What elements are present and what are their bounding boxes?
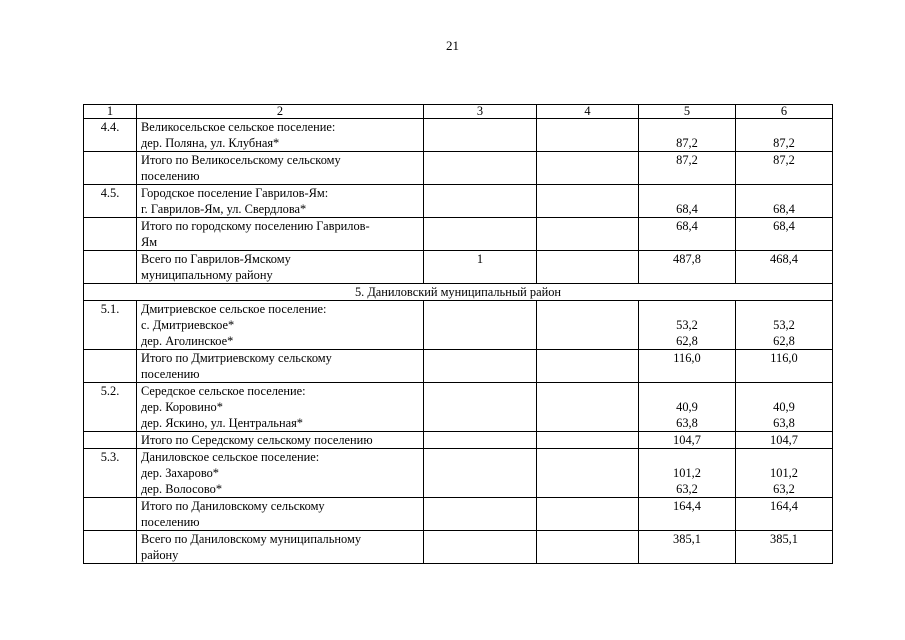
cell-col6: 164,4 [736, 498, 833, 531]
row-description [137, 498, 424, 531]
cell-col6: 87,2 [736, 152, 833, 185]
row-number: 5.1. [84, 301, 137, 350]
cell-col3: 1 [424, 251, 537, 284]
value-line: 63,2 [773, 482, 795, 496]
cell-col4 [537, 498, 639, 531]
description-line: поселению [141, 367, 200, 381]
row-number: 5.2. [84, 383, 137, 432]
value-line [643, 449, 731, 465]
cell-col6 [736, 383, 833, 432]
description-line: району [141, 548, 179, 562]
cell-col6: 116,0 [736, 350, 833, 383]
value-line [643, 119, 731, 135]
cell-col4 [537, 449, 639, 498]
table-row [84, 185, 833, 218]
value-line: 101,2 [673, 466, 701, 480]
description-line: Великосельское сельское поселение: [141, 120, 336, 134]
description-line: г. Гаврилов-Ям, ул. Свердлова* [141, 202, 307, 216]
value-line [740, 185, 828, 201]
description-line: Ям [141, 235, 158, 249]
row-number: 5.3. [84, 449, 137, 498]
cell-col6 [736, 301, 833, 350]
value-line [740, 301, 828, 317]
cell-col5 [639, 301, 736, 350]
table-header-row [84, 105, 833, 119]
cell-col3 [424, 152, 537, 185]
row-description [137, 251, 424, 284]
section-title: 5. Даниловский муниципальный район [84, 284, 833, 301]
row-number: 4.5. [84, 185, 137, 218]
row-description [137, 432, 424, 449]
cell-col6 [736, 119, 833, 152]
cell-col4 [537, 432, 639, 449]
value-line [740, 383, 828, 399]
total-row [84, 350, 833, 383]
cell-col4 [537, 185, 639, 218]
description-line: Итого по Даниловскому сельскому [141, 499, 325, 513]
description-line: Итого по Дмитриевскому сельскому [141, 351, 332, 365]
cell-col5: 487,8 [639, 251, 736, 284]
value-line: 68,4 [773, 202, 795, 216]
value-line: 87,2 [676, 136, 698, 150]
value-line: 53,2 [676, 318, 698, 332]
row-description [137, 301, 424, 350]
row-description [137, 383, 424, 432]
row-description [137, 185, 424, 218]
cell-col5 [639, 119, 736, 152]
value-line: 40,9 [676, 400, 698, 414]
description-line: дер. Яскино, ул. Центральная* [141, 416, 303, 430]
section-row [84, 284, 833, 301]
cell-col4 [537, 383, 639, 432]
table-row [84, 449, 833, 498]
cell-col4 [537, 152, 639, 185]
page-number: 21 [446, 38, 459, 53]
description-line: Середское сельское поселение: [141, 384, 306, 398]
value-line: 63,8 [773, 416, 795, 430]
description-line: Всего по Гаврилов-Ямскому [141, 252, 291, 266]
description-line: с. Дмитриевское* [141, 318, 235, 332]
row-number [84, 350, 137, 383]
value-line: 63,2 [676, 482, 698, 496]
column-header: 2 [137, 105, 424, 119]
cell-col6: 68,4 [736, 218, 833, 251]
row-number [84, 498, 137, 531]
cell-col6: 468,4 [736, 251, 833, 284]
cell-col4 [537, 119, 639, 152]
value-line [740, 119, 828, 135]
column-header: 3 [424, 105, 537, 119]
cell-col4 [537, 218, 639, 251]
value-line: 101,2 [770, 466, 798, 480]
column-header: 4 [537, 105, 639, 119]
description-line: Дмитриевское сельское поселение: [141, 302, 327, 316]
cell-col6 [736, 449, 833, 498]
cell-col3 [424, 218, 537, 251]
row-description [137, 218, 424, 251]
row-number [84, 432, 137, 449]
total-row [84, 152, 833, 185]
total-row [84, 498, 833, 531]
description-line: муниципальному району [141, 268, 273, 282]
cell-col4 [537, 251, 639, 284]
cell-col4 [537, 350, 639, 383]
cell-col6: 385,1 [736, 531, 833, 564]
value-line: 40,9 [773, 400, 795, 414]
cell-col3 [424, 383, 537, 432]
value-line: 87,2 [773, 136, 795, 150]
grand-total-row [84, 531, 833, 564]
description-line: Итого по городскому поселению Гаврилов- [141, 219, 370, 233]
row-description [137, 152, 424, 185]
grand-total-row [84, 251, 833, 284]
row-number [84, 218, 137, 251]
total-row [84, 432, 833, 449]
description-line: Городское поселение Гаврилов-Ям: [141, 186, 329, 200]
row-number [84, 531, 137, 564]
value-line: 62,8 [676, 334, 698, 348]
table-row [84, 383, 833, 432]
value-line [643, 301, 731, 317]
description-line: дер. Волосово* [141, 482, 223, 496]
value-line: 53,2 [773, 318, 795, 332]
cell-col3 [424, 432, 537, 449]
row-number [84, 152, 137, 185]
row-number [84, 251, 137, 284]
cell-col5 [639, 383, 736, 432]
cell-col3 [424, 301, 537, 350]
description-line: Итого по Середскому сельскому поселению [141, 433, 373, 447]
table-row [84, 301, 833, 350]
row-number: 4.4. [84, 119, 137, 152]
cell-col5: 87,2 [639, 152, 736, 185]
total-row [84, 218, 833, 251]
cell-col3 [424, 449, 537, 498]
value-line [740, 449, 828, 465]
value-line [643, 383, 731, 399]
row-description [137, 531, 424, 564]
value-line [643, 185, 731, 201]
cell-col5: 104,7 [639, 432, 736, 449]
cell-col3 [424, 498, 537, 531]
column-header: 5 [639, 105, 736, 119]
description-line: Итого по Великосельскому сельскому [141, 153, 341, 167]
column-header: 1 [84, 105, 137, 119]
description-line: дер. Коровино* [141, 400, 223, 414]
column-header: 6 [736, 105, 833, 119]
row-description [137, 449, 424, 498]
cell-col5 [639, 185, 736, 218]
description-line: дер. Захарово* [141, 466, 219, 480]
cell-col5: 164,4 [639, 498, 736, 531]
table-row [84, 119, 833, 152]
cell-col3 [424, 350, 537, 383]
cell-col5: 116,0 [639, 350, 736, 383]
cell-col4 [537, 531, 639, 564]
cell-col5: 68,4 [639, 218, 736, 251]
cell-col6: 104,7 [736, 432, 833, 449]
description-line: дер. Поляна, ул. Клубная* [141, 136, 280, 150]
cell-col3 [424, 119, 537, 152]
value-line: 63,8 [676, 416, 698, 430]
description-line: поселению [141, 169, 200, 183]
row-description [137, 119, 424, 152]
data-table [83, 104, 833, 564]
cell-col4 [537, 301, 639, 350]
cell-col3 [424, 185, 537, 218]
row-description [137, 350, 424, 383]
description-line: Всего по Даниловскому муниципальному [141, 532, 362, 546]
value-line: 62,8 [773, 334, 795, 348]
cell-col5 [639, 449, 736, 498]
cell-col3 [424, 531, 537, 564]
description-line: Даниловское сельское поселение: [141, 450, 320, 464]
cell-col5: 385,1 [639, 531, 736, 564]
description-line: поселению [141, 515, 200, 529]
description-line: дер. Аголинское* [141, 334, 234, 348]
cell-col6 [736, 185, 833, 218]
value-line: 68,4 [676, 202, 698, 216]
